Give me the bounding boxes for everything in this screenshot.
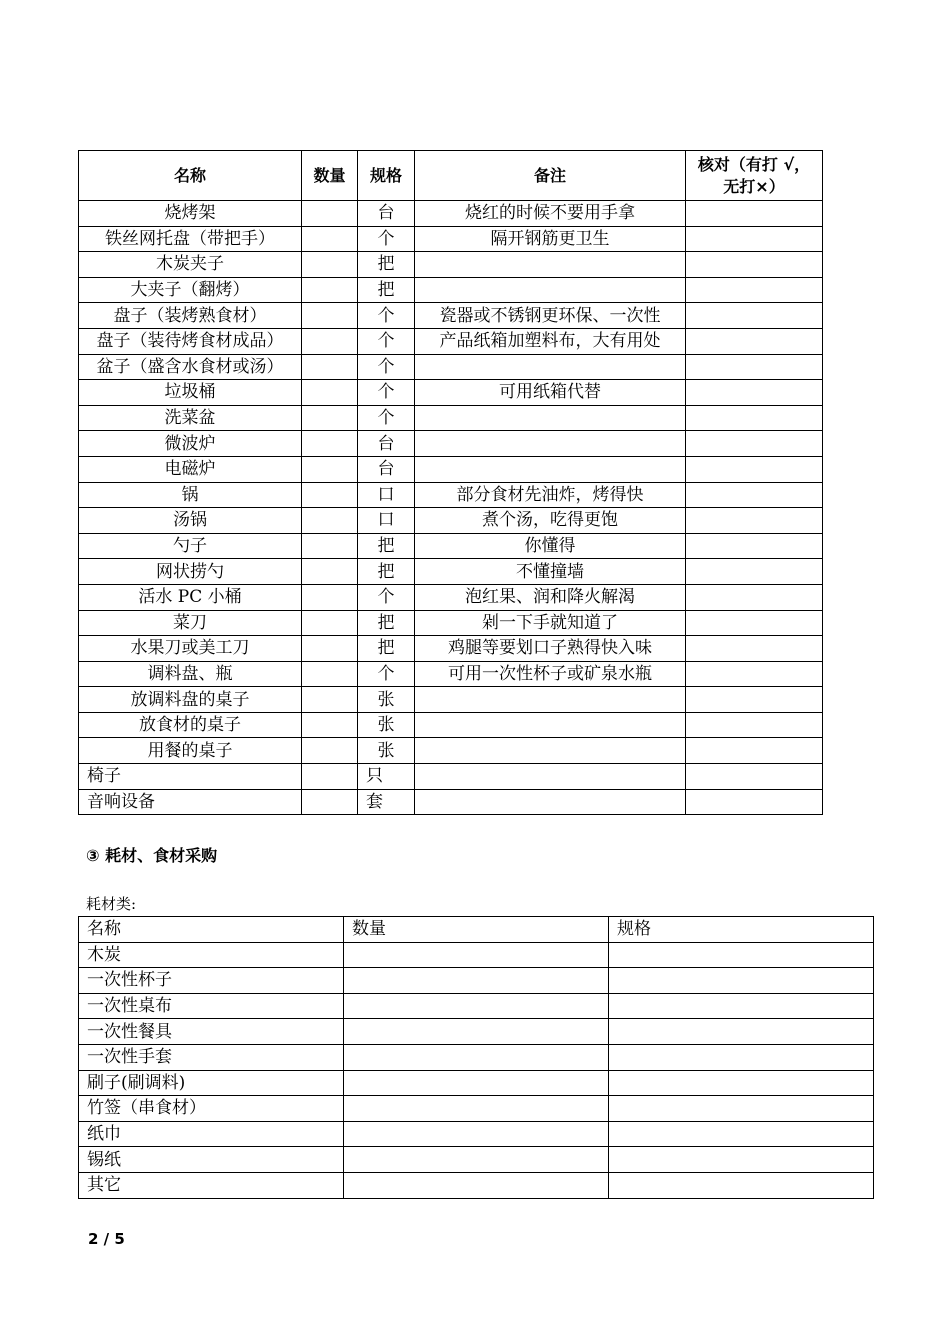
section-heading: ③ 耗材、食材采购 (86, 846, 218, 865)
item-quantity (302, 303, 358, 329)
table-row (79, 610, 823, 636)
item-spec: 个 (358, 405, 415, 431)
item-quantity (302, 661, 358, 687)
item-name: 网状捞勺 (79, 559, 302, 585)
table-row (79, 226, 823, 252)
equipment-table (78, 150, 823, 815)
table-row (79, 559, 823, 585)
table-row (79, 1096, 874, 1122)
item-note: 泡红果、润和降火解渴 (415, 584, 686, 610)
item-name: 铁丝网托盘（带把手） (79, 226, 302, 252)
item-name: 水果刀或美工刀 (79, 636, 302, 662)
consumable-quantity (344, 1096, 609, 1122)
consumable-name: 锡纸 (79, 1147, 344, 1173)
item-quantity (302, 277, 358, 303)
item-check (686, 636, 823, 662)
item-quantity (302, 533, 358, 559)
consumable-name: 其它 (79, 1172, 344, 1198)
item-spec: 台 (358, 201, 415, 227)
consumable-quantity (344, 942, 609, 968)
table-row (79, 277, 823, 303)
item-spec: 把 (358, 533, 415, 559)
consumable-name: 纸巾 (79, 1121, 344, 1147)
consumable-spec (609, 1121, 874, 1147)
table-row (79, 764, 823, 790)
consumable-quantity (344, 1044, 609, 1070)
item-note (415, 277, 686, 303)
item-name: 盘子（装待烤食材成品） (79, 328, 302, 354)
consumable-quantity (344, 1147, 609, 1173)
header-check (686, 151, 823, 201)
table-row (79, 1147, 874, 1173)
consumable-spec (609, 1172, 874, 1198)
table-row (79, 1019, 874, 1045)
table-row (79, 456, 823, 482)
table-row (79, 380, 823, 406)
item-spec: 个 (358, 661, 415, 687)
header-name: 名称 (79, 151, 302, 201)
table-row (79, 1121, 874, 1147)
item-check (686, 508, 823, 534)
item-quantity (302, 610, 358, 636)
item-check (686, 328, 823, 354)
item-quantity (302, 687, 358, 713)
item-note (415, 687, 686, 713)
item-note: 产品纸箱加塑料布，大有用处 (415, 328, 686, 354)
table-row (79, 1070, 874, 1096)
table-row (79, 252, 823, 278)
item-spec: 个 (358, 354, 415, 380)
item-note (415, 764, 686, 790)
item-note: 剁一下手就知道了 (415, 610, 686, 636)
item-note: 可用纸箱代替 (415, 380, 686, 406)
table-row (79, 1172, 874, 1198)
table-row (79, 993, 874, 1019)
item-name: 音响设备 (79, 789, 302, 815)
item-note: 不懂撞墙 (415, 559, 686, 585)
item-check (686, 764, 823, 790)
consumables-header-name: 名称 (79, 917, 344, 943)
table-row (79, 533, 823, 559)
consumable-name: 竹签（串食材） (79, 1096, 344, 1122)
item-name: 放调料盘的桌子 (79, 687, 302, 713)
item-spec: 个 (358, 226, 415, 252)
item-name: 烧烤架 (79, 201, 302, 227)
item-check (686, 380, 823, 406)
item-check (686, 584, 823, 610)
item-name: 大夹子（翻烤） (79, 277, 302, 303)
item-check (686, 533, 823, 559)
item-spec: 把 (358, 277, 415, 303)
item-spec: 张 (358, 738, 415, 764)
consumable-name: 一次性餐具 (79, 1019, 344, 1045)
item-quantity (302, 354, 358, 380)
item-name: 用餐的桌子 (79, 738, 302, 764)
consumable-spec (609, 993, 874, 1019)
consumable-quantity (344, 993, 609, 1019)
item-spec: 只 (358, 764, 415, 790)
table-row (79, 431, 823, 457)
item-check (686, 303, 823, 329)
consumables-label: 耗材类: (86, 895, 137, 913)
item-quantity (302, 764, 358, 790)
item-note: 煮个汤，吃得更饱 (415, 508, 686, 534)
item-spec: 个 (358, 584, 415, 610)
item-quantity (302, 508, 358, 534)
item-spec: 个 (358, 303, 415, 329)
consumables-header-spec: 规格 (609, 917, 874, 943)
table-row (79, 584, 823, 610)
table-row (79, 508, 823, 534)
item-check (686, 687, 823, 713)
item-note (415, 431, 686, 457)
item-spec: 台 (358, 431, 415, 457)
item-check (686, 482, 823, 508)
consumable-name: 一次性手套 (79, 1044, 344, 1070)
item-spec: 把 (358, 636, 415, 662)
item-spec: 个 (358, 380, 415, 406)
item-check (686, 354, 823, 380)
table-row (79, 661, 823, 687)
table-row (79, 636, 823, 662)
item-quantity (302, 584, 358, 610)
item-note (415, 738, 686, 764)
consumable-quantity (344, 1121, 609, 1147)
item-check (686, 226, 823, 252)
item-check (686, 712, 823, 738)
item-quantity (302, 201, 358, 227)
item-name: 木炭夹子 (79, 252, 302, 278)
item-quantity (302, 738, 358, 764)
consumable-spec (609, 1019, 874, 1045)
item-note (415, 712, 686, 738)
item-spec: 把 (358, 610, 415, 636)
item-quantity (302, 559, 358, 585)
consumables-header-row (79, 917, 874, 943)
item-quantity (302, 789, 358, 815)
item-name: 电磁炉 (79, 456, 302, 482)
item-quantity (302, 405, 358, 431)
consumable-spec (609, 942, 874, 968)
equipment-table-body (79, 201, 823, 815)
consumable-name: 刷子(刷调料) (79, 1070, 344, 1096)
item-quantity (302, 226, 358, 252)
item-spec: 张 (358, 687, 415, 713)
table-row (79, 968, 874, 994)
consumable-name: 木炭 (79, 942, 344, 968)
item-check (686, 277, 823, 303)
item-note: 你懂得 (415, 533, 686, 559)
consumables-table (78, 916, 874, 1199)
table-row (79, 942, 874, 968)
consumable-name: 一次性桌布 (79, 993, 344, 1019)
item-name: 垃圾桶 (79, 380, 302, 406)
item-spec: 把 (358, 559, 415, 585)
item-spec: 把 (358, 252, 415, 278)
item-spec: 口 (358, 508, 415, 534)
item-spec: 口 (358, 482, 415, 508)
table-row (79, 482, 823, 508)
table-row (79, 789, 823, 815)
item-name: 盘子（装烤熟食材） (79, 303, 302, 329)
table-row (79, 712, 823, 738)
item-quantity (302, 636, 358, 662)
item-note: 隔开钢筋更卫生 (415, 226, 686, 252)
item-note: 鸡腿等要划口子熟得快入味 (415, 636, 686, 662)
table-row (79, 354, 823, 380)
item-check (686, 201, 823, 227)
item-quantity (302, 482, 358, 508)
item-spec: 个 (358, 328, 415, 354)
consumable-quantity (344, 1019, 609, 1045)
item-check (686, 661, 823, 687)
item-note (415, 354, 686, 380)
item-name: 活水 PC 小桶 (79, 584, 302, 610)
item-name: 椅子 (79, 764, 302, 790)
item-note (415, 456, 686, 482)
item-check (686, 559, 823, 585)
item-name: 勺子 (79, 533, 302, 559)
consumable-spec (609, 1070, 874, 1096)
item-note: 可用一次性杯子或矿泉水瓶 (415, 661, 686, 687)
consumable-quantity (344, 1172, 609, 1198)
header-note: 备注 (415, 151, 686, 201)
table-row (79, 303, 823, 329)
item-note (415, 405, 686, 431)
equipment-header-row (79, 151, 823, 201)
item-note: 烧红的时候不要用手拿 (415, 201, 686, 227)
item-quantity (302, 712, 358, 738)
item-check (686, 738, 823, 764)
item-check (686, 789, 823, 815)
item-check (686, 456, 823, 482)
item-note: 部分食材先油炸，烤得快 (415, 482, 686, 508)
item-name: 放食材的桌子 (79, 712, 302, 738)
item-name: 洗菜盆 (79, 405, 302, 431)
consumable-spec (609, 1147, 874, 1173)
item-check (686, 252, 823, 278)
item-name: 菜刀 (79, 610, 302, 636)
item-name: 锅 (79, 482, 302, 508)
page-number: 2 / 5 (88, 1230, 125, 1248)
consumables-table-body (79, 942, 874, 1198)
table-row (79, 1044, 874, 1070)
header-check-line2: 无打×） (723, 176, 785, 196)
item-quantity (302, 328, 358, 354)
item-note: 瓷器或不锈钢更环保、一次性 (415, 303, 686, 329)
item-note (415, 789, 686, 815)
item-quantity (302, 431, 358, 457)
header-spec: 规格 (358, 151, 415, 201)
item-quantity (302, 252, 358, 278)
table-row (79, 687, 823, 713)
item-name: 汤锅 (79, 508, 302, 534)
item-spec: 套 (358, 789, 415, 815)
item-quantity (302, 456, 358, 482)
item-name: 微波炉 (79, 431, 302, 457)
header-quantity: 数量 (302, 151, 358, 201)
consumables-header-quantity: 数量 (344, 917, 609, 943)
item-spec: 台 (358, 456, 415, 482)
consumable-spec (609, 1096, 874, 1122)
table-row (79, 328, 823, 354)
header-check-line1: 核对（有打 √， (697, 154, 811, 174)
item-quantity (302, 380, 358, 406)
consumable-spec (609, 1044, 874, 1070)
table-row (79, 738, 823, 764)
item-name: 调料盘、瓶 (79, 661, 302, 687)
item-check (686, 405, 823, 431)
item-check (686, 610, 823, 636)
consumable-quantity (344, 968, 609, 994)
consumable-quantity (344, 1070, 609, 1096)
item-note (415, 252, 686, 278)
table-row (79, 405, 823, 431)
consumable-spec (609, 968, 874, 994)
item-spec: 张 (358, 712, 415, 738)
item-check (686, 431, 823, 457)
item-name: 盆子（盛含水食材或汤） (79, 354, 302, 380)
consumable-name: 一次性杯子 (79, 968, 344, 994)
table-row (79, 201, 823, 227)
